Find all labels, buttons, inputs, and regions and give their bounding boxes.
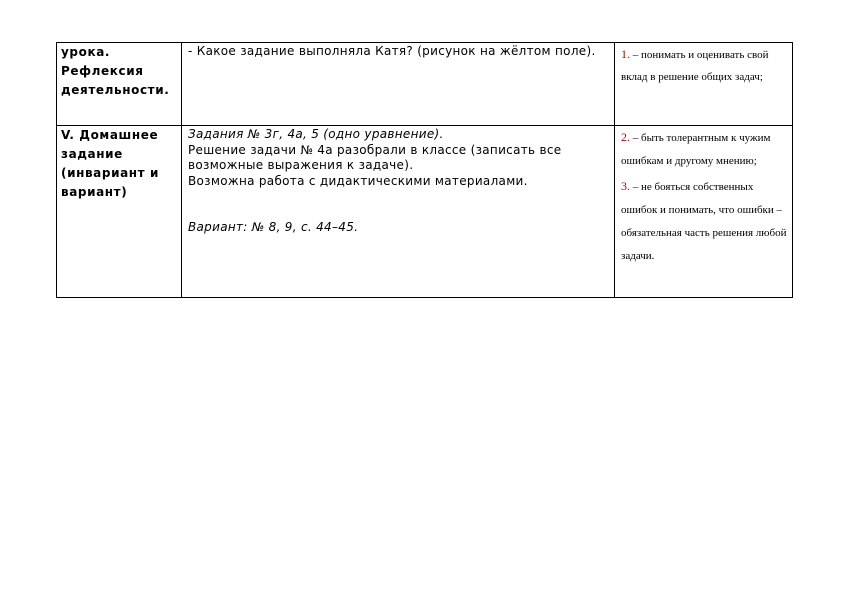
content-cell <box>182 43 615 126</box>
stage-text: V. Домашнее задание (инвариант и вариант) <box>61 128 160 199</box>
uud-text: – понимать и оценивать свой вклад в решение общих задач; <box>621 49 769 83</box>
uud-cell <box>615 43 793 126</box>
uud-number: 2. <box>621 130 630 144</box>
uud-cell <box>615 126 793 298</box>
stage-cell <box>57 126 182 298</box>
stage-text: урока. Рефлексия деятельности. <box>61 45 170 97</box>
content-cell <box>182 126 615 298</box>
homework-tasks: Задания № 3г, 4а, 5 (одно уравнение). <box>188 127 444 141</box>
table-row <box>57 43 793 126</box>
stage-cell <box>57 43 182 126</box>
uud-number: 3. <box>621 179 630 193</box>
uud-number: 1. <box>621 47 630 61</box>
uud-item <box>621 126 788 173</box>
spacer <box>188 189 610 220</box>
homework-solution-note: Решение задачи № 4а разобрали в классе (записать все возможные выражения к задаче). <box>188 142 562 172</box>
uud-item <box>621 43 788 88</box>
variant-tasks: Вариант: № 8, 9, с. 44–45. <box>188 220 359 234</box>
uud-text: – не бояться собственных ошибок и понимать, что ошибки – обязательная часть решения любой задачи. <box>621 181 787 262</box>
question-text: - Какое задание выполняла Катя? (рисунок на жёлтом поле). <box>188 44 596 58</box>
lesson-plan-table <box>56 42 793 298</box>
uud-text: – быть толерантным к чужим ошибкам и другому мнению; <box>621 132 771 167</box>
uud-item <box>621 175 788 268</box>
didactic-materials-note: Возможна работа с дидактическими материалами. <box>188 173 528 188</box>
table-row <box>57 126 793 298</box>
